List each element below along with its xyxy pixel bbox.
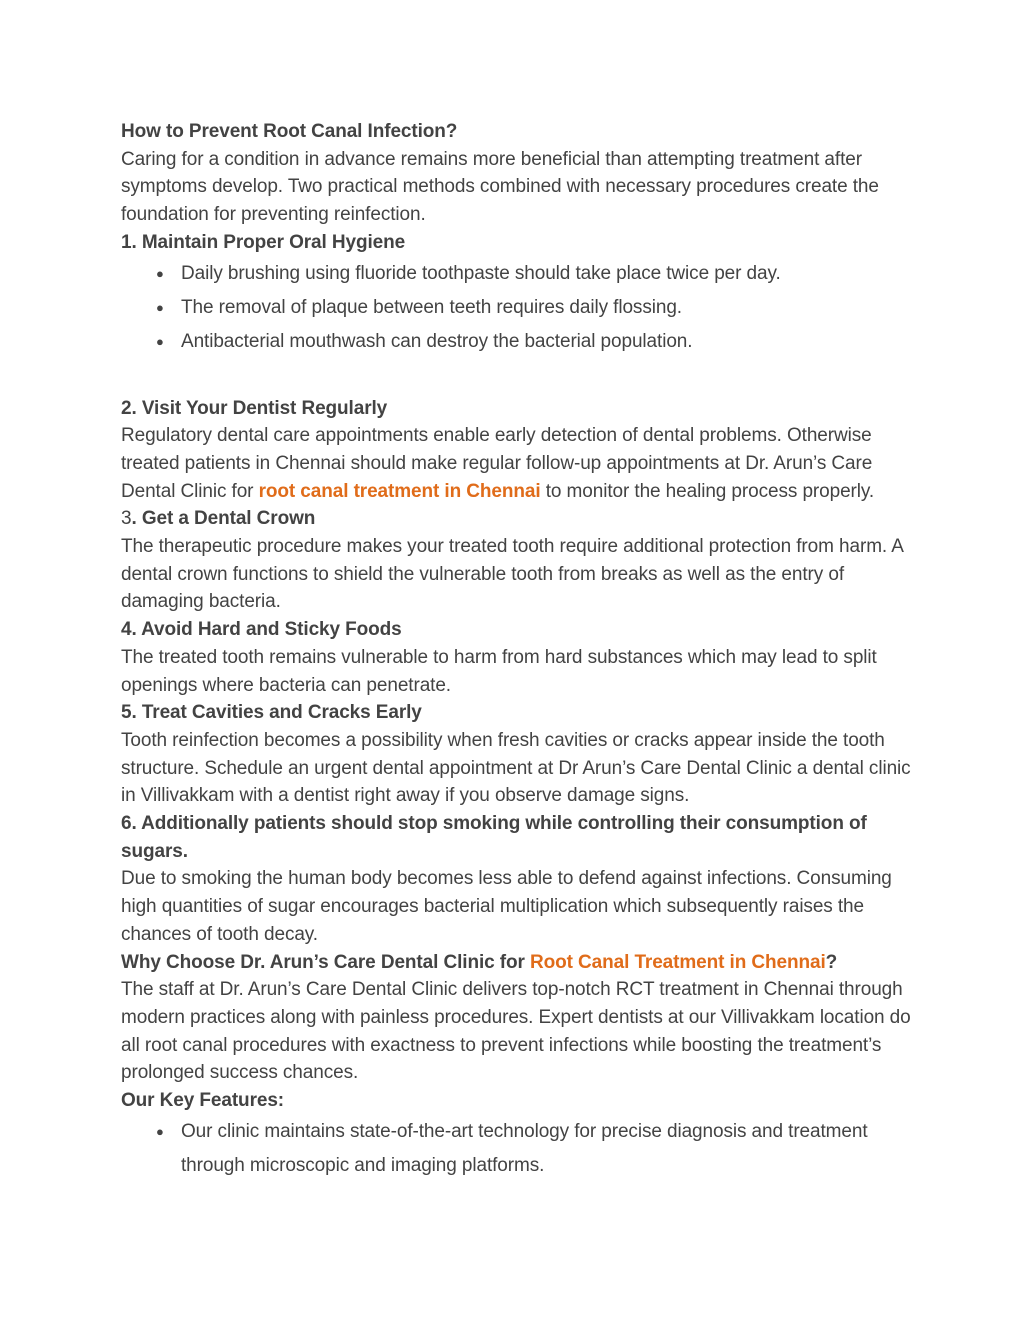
bullet-icon: ● xyxy=(156,299,164,315)
why-choose-heading-after: ? xyxy=(825,951,838,973)
bullet-icon: ● xyxy=(156,1123,164,1139)
section-2-text-before: Regulatory dental care appointments enable early detection of dental problems. Otherwise treated patients in Chennai should make regular follow-up appointments at Dr. Arun’s Care Dental Clinic for xyxy=(121,425,873,502)
section-4-text: The treated tooth remains vulnerable to harm from hard substances which may lead to split openings where bacteria can penetrate. xyxy=(121,646,877,696)
section-6-heading: 6. Additionally patients should stop smoking while controlling their consumption of sugars. xyxy=(121,813,867,862)
bullet-icon: ● xyxy=(156,333,164,349)
section-3-number: 3 xyxy=(121,508,132,530)
section-2-heading: 2. Visit Your Dentist Regularly xyxy=(121,397,388,419)
list-item-text: Antibacterial mouthwash can destroy the bacterial population. xyxy=(181,330,693,352)
features-heading: Our Key Features: xyxy=(121,1090,285,1112)
bullet-icon: ● xyxy=(156,265,164,281)
section-6-text: Due to smoking the human body becomes less able to defend against infections. Consuming high quantities of sugar encourages bacterial multiplication which subsequently raises the chances of tooth decay. xyxy=(121,868,892,945)
root-canal-link[interactable]: root canal treatment in Chennai xyxy=(258,480,541,502)
prevent-heading: How to Prevent Root Canal Infection? xyxy=(121,121,458,142)
section-4-heading: 4. Avoid Hard and Sticky Foods xyxy=(121,619,402,641)
why-choose-heading xyxy=(121,949,911,977)
list-item xyxy=(156,1115,911,1183)
section-5-text: Tooth reinfection becomes a possibility when fresh cavities or cracks appear inside the tooth structure. Schedule an urgent dental appointment at Dr Arun’s Care Dental Clinic a dental clinic in Villivakkam with a dentist right away if you observe damage signs. xyxy=(121,729,911,807)
list-item xyxy=(156,325,911,359)
document-page xyxy=(121,118,911,1183)
section-5-heading: 5. Treat Cavities and Cracks Early xyxy=(121,702,422,724)
why-choose-text: The staff at Dr. Arun’s Care Dental Clinic delivers top-notch RCT treatment in Chennai through modern practices along with painless procedures. Expert dentists at our Villivakkam location do all root canal procedures with exactness to prevent infections while boosting the treatment’s prolonged success chances. xyxy=(121,979,911,1084)
spacer xyxy=(121,359,911,395)
section-1-list xyxy=(121,257,911,359)
section-2-text xyxy=(121,422,911,505)
why-choose-heading-before: Why Choose Dr. Arun’s Care Dental Clinic for xyxy=(121,951,530,973)
section-3-text: The therapeutic procedure makes your treated tooth require additional protection from harm. A dental crown functions to shield the vulnerable tooth from breaks as well as the entry of damaging bacteria. xyxy=(121,536,903,613)
section-3-heading xyxy=(121,505,911,533)
section-3-title: . Get a Dental Crown xyxy=(131,508,316,530)
root-canal-treatment-link[interactable]: Root Canal Treatment in Chennai xyxy=(530,951,826,973)
list-item-text: The removal of plaque between teeth requires daily flossing. xyxy=(181,296,682,318)
list-item-text: Daily brushing using fluoride toothpaste should take place twice per day. xyxy=(181,262,781,284)
list-item xyxy=(156,291,911,325)
list-item-text: Our clinic maintains state-of-the-art technology for precise diagnosis and treatment through microscopic and imaging platforms. xyxy=(181,1120,868,1176)
prevent-intro: Caring for a condition in advance remains more beneficial than attempting treatment after symptoms develop. Two practical methods combined with necessary procedures create the foundation for preventing reinfection. xyxy=(121,148,879,226)
section-1-heading: 1. Maintain Proper Oral Hygiene xyxy=(121,231,406,253)
section-2-text-after: to monitor the healing process properly. xyxy=(540,480,875,502)
features-list xyxy=(121,1115,911,1183)
list-item xyxy=(156,257,911,291)
